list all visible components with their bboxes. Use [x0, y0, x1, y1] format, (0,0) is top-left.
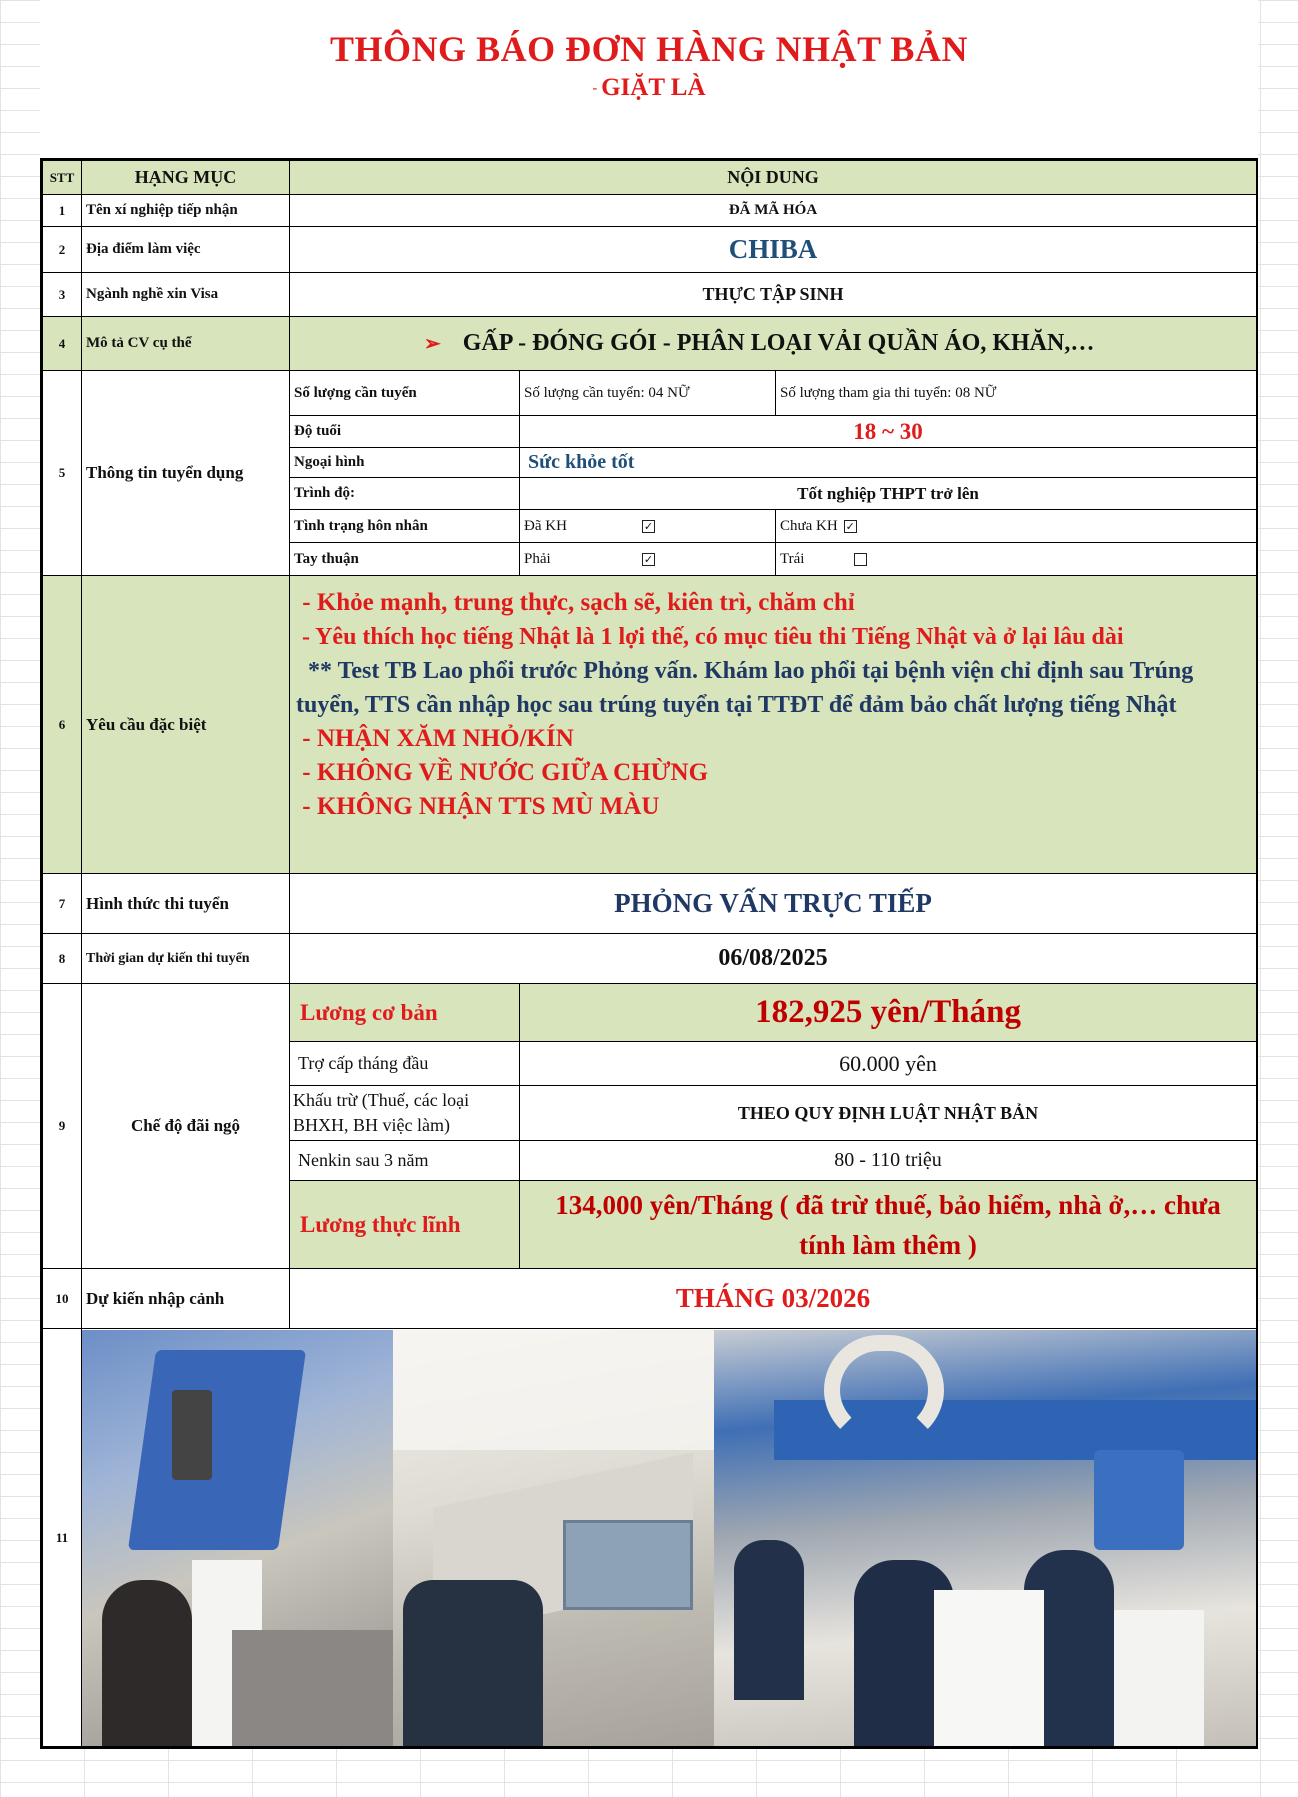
row-stt: 5	[43, 371, 82, 576]
base-salary-value: 182,925 yên/Tháng	[520, 984, 1257, 1042]
table-header-row	[43, 161, 1257, 195]
location-value: CHIBA	[290, 227, 1257, 273]
row-stt: 6	[43, 576, 82, 874]
right-hand-label: Phải	[524, 550, 551, 567]
table-row	[43, 934, 1257, 984]
machine-base	[232, 1630, 393, 1746]
table-row	[43, 227, 1257, 273]
row-stt: 8	[43, 934, 82, 984]
right-hand-option	[520, 543, 776, 576]
worker-figure	[403, 1580, 543, 1746]
appearance-value: Sức khỏe tốt	[520, 448, 1257, 478]
header-stt: STT	[43, 161, 82, 195]
photo-strip	[82, 1330, 1256, 1746]
row-category: Ngành nghề xin Visa	[82, 273, 290, 317]
table-row	[43, 874, 1257, 934]
requirement-item: - NHẬN XĂM NHỎ/KÍN	[296, 725, 574, 752]
base-salary-label: Lương cơ bản	[290, 984, 520, 1042]
row-category: Thông tin tuyển dụng	[82, 371, 290, 576]
table-row	[43, 371, 1257, 416]
job-description-text: GẤP - ĐÓNG GÓI - PHÂN LOẠI VẢI QUẦN ÁO, KHĂN,…	[462, 330, 1095, 356]
requirement-item: - Khỏe mạnh, trung thực, sạch sẽ, kiên trì, chăm chỉ	[296, 589, 855, 616]
row-category: Yêu cầu đặc biệt	[82, 576, 290, 874]
net-salary-value: 134,000 yên/Tháng ( đã trừ thuế, bảo hiểm, nhà ở,… chưa tính làm thêm )	[520, 1181, 1257, 1269]
page-subtitle	[40, 74, 1258, 102]
table-row	[43, 984, 1257, 1042]
towel-stack	[393, 1330, 714, 1450]
duct-pipe	[824, 1335, 944, 1445]
appearance-label: Ngoại hình	[290, 448, 520, 478]
left-hand-option	[776, 543, 1257, 576]
special-requirements	[290, 576, 1257, 874]
worker-figure	[734, 1540, 804, 1700]
education-label: Trình độ:	[290, 478, 520, 510]
job-order-table	[42, 160, 1257, 1747]
row-category: Thời gian dự kiến thi tuyển	[82, 934, 290, 984]
row-category: Hình thức thi tuyển	[82, 874, 290, 934]
job-order-sheet	[40, 158, 1258, 1749]
deduction-label: Khấu trừ (Thuế, các loại BHXH, BH việc làm)	[290, 1086, 520, 1141]
row-stt: 9	[43, 984, 82, 1269]
exam-format-value: PHỎNG VẤN TRỰC TIẾP	[290, 874, 1257, 934]
laundry-photo-3	[714, 1330, 1256, 1746]
row-stt: 4	[43, 317, 82, 371]
company-value: ĐÃ MÃ HÓA	[290, 195, 1257, 227]
row-stt: 7	[43, 874, 82, 934]
row-stt: 3	[43, 273, 82, 317]
table-row	[43, 195, 1257, 227]
exam-quantity-value: Số lượng tham gia thi tuyển: 08 NỮ	[776, 371, 1257, 416]
table-row	[43, 1329, 1257, 1747]
job-description	[290, 317, 1257, 371]
table-row	[43, 317, 1257, 371]
right-hand-checkbox[interactable]: ✓	[643, 552, 654, 566]
single-option	[776, 510, 1257, 543]
quantity-value: Số lượng cần tuyển: 04 NỮ	[520, 371, 776, 416]
entry-date-value: THÁNG 03/2026	[290, 1269, 1257, 1329]
table-row	[43, 576, 1257, 874]
requirement-item: ** Test TB Lao phổi trước Phỏng vấn. Khám lao phổi tại bệnh viện chỉ định sau Trúng tuyển, TTS cần nhập học sau trúng tuyển tại TTĐT để đảm bảo chất lượng tiếng Nhật	[296, 658, 1200, 718]
row-stt: 11	[43, 1329, 82, 1747]
table-row	[43, 273, 1257, 317]
visa-value: THỰC TẬP SINH	[290, 273, 1257, 317]
touch-screen	[563, 1520, 693, 1610]
requirement-item: - KHÔNG VỀ NƯỚC GIỮA CHỪNG	[296, 759, 709, 786]
single-label: Chưa KH	[780, 517, 838, 534]
hand-label: Tay thuận	[290, 543, 520, 576]
row-stt: 2	[43, 227, 82, 273]
machine-cover	[128, 1350, 306, 1550]
laundry-photo-1	[82, 1330, 393, 1746]
requirement-item: - Yêu thích học tiếng Nhật là 1 lợi thế, có mục tiêu thi Tiếng Nhật và ở lại lâu dài	[296, 624, 1124, 650]
row-category: Chế độ đãi ngộ	[82, 984, 290, 1269]
single-checkbox[interactable]: ✓	[845, 519, 855, 533]
left-hand-label: Trái	[780, 550, 805, 567]
net-salary-label: Lương thực lĩnh	[290, 1181, 520, 1269]
arrow-icon: ➢	[424, 333, 441, 355]
married-checkbox[interactable]: ✓	[643, 519, 654, 533]
requirement-item: - KHÔNG NHẬN TTS MÙ MÀU	[296, 793, 660, 820]
row-category: Mô tả CV cụ thể	[82, 317, 290, 371]
subtitle-dash: -	[592, 81, 598, 97]
table-row	[43, 1269, 1257, 1329]
education-value: Tốt nghiệp THPT trở lên	[520, 478, 1257, 510]
laundry-photo-2	[393, 1330, 714, 1746]
age-value: 18 ~ 30	[520, 416, 1257, 448]
age-label: Độ tuổi	[290, 416, 520, 448]
row-category: Dự kiến nhập cảnh	[82, 1269, 290, 1329]
page-title: THÔNG BÁO ĐƠN HÀNG NHẬT BẢN	[330, 29, 968, 69]
deduction-value: THEO QUY ĐỊNH LUẬT NHẬT BẢN	[520, 1086, 1257, 1141]
left-hand-checkbox[interactable]	[854, 553, 867, 566]
exam-date-value: 06/08/2025	[290, 934, 1257, 984]
marital-label: Tình trạng hôn nhân	[290, 510, 520, 543]
white-sheet	[934, 1590, 1044, 1746]
control-panel	[172, 1390, 212, 1480]
married-option	[520, 510, 776, 543]
allowance-value: 60.000 yên	[520, 1042, 1257, 1086]
nenkin-label: Nenkin sau 3 năm	[290, 1141, 520, 1181]
allowance-label: Trợ cấp tháng đầu	[290, 1042, 520, 1086]
row-category: Tên xí nghiệp tiếp nhận	[82, 195, 290, 227]
white-sheet	[1114, 1610, 1204, 1746]
quantity-label: Số lượng cần tuyển	[290, 371, 520, 416]
worker-figure	[102, 1580, 192, 1746]
header-content: NỘI DUNG	[290, 161, 1257, 195]
row-stt: 10	[43, 1269, 82, 1329]
subtitle-text: GIẶT LÀ	[601, 74, 706, 101]
row-category: Địa điểm làm việc	[82, 227, 290, 273]
row-stt: 1	[43, 195, 82, 227]
nenkin-value: 80 - 110 triệu	[520, 1141, 1257, 1181]
machine-head	[1094, 1450, 1184, 1550]
work-photos	[82, 1329, 1257, 1747]
header-category: HẠNG MỤC	[82, 161, 290, 195]
married-label: Đã KH	[524, 517, 567, 534]
